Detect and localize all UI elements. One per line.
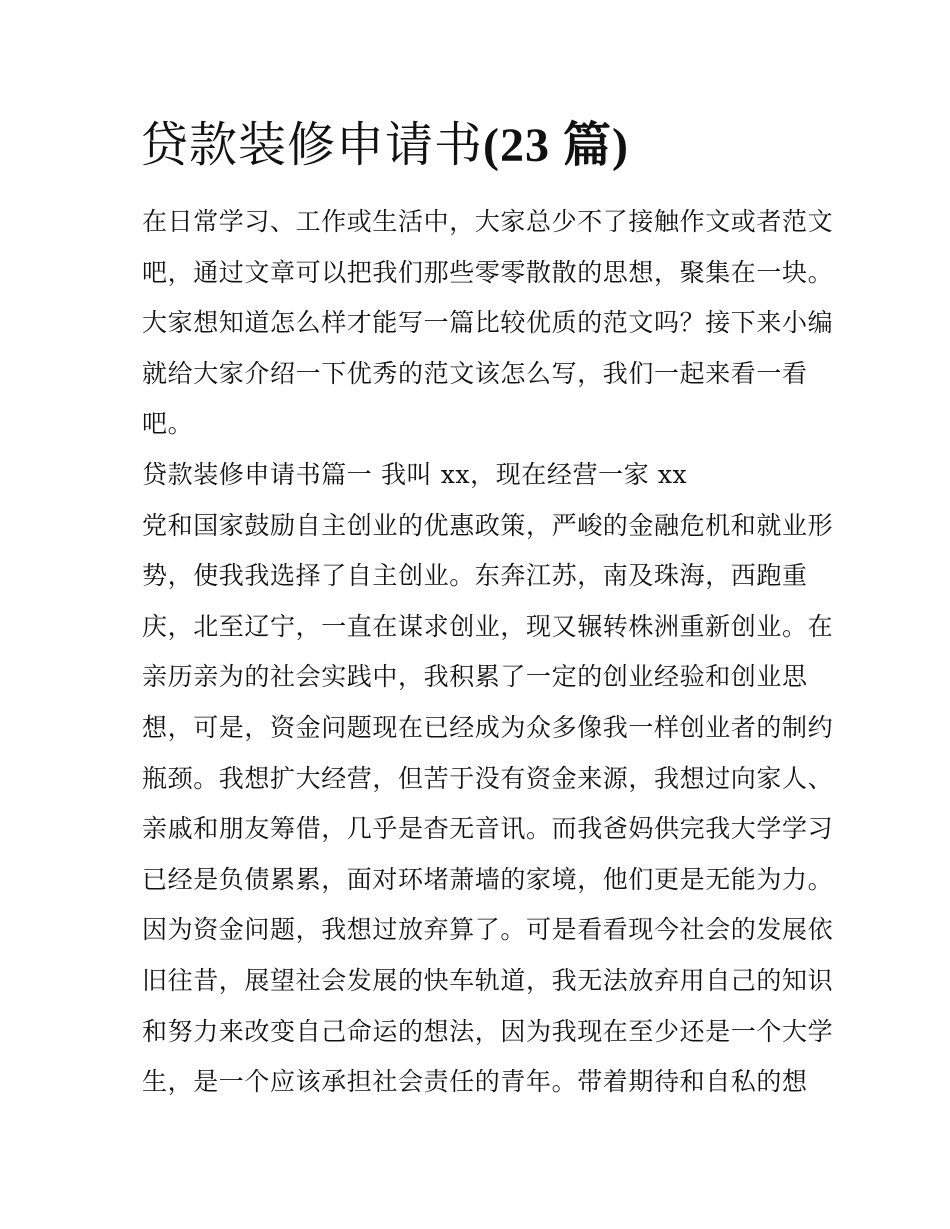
text-line: 已经是负债累累，面对环堵萧墙的家境，他们更是无能为力。 xyxy=(142,864,834,894)
title-main: 贷款装修申请书 xyxy=(140,117,484,173)
text-line: 和努力来改变自己命运的想法，因为我现在至少还是一个大学 xyxy=(142,1016,834,1046)
text-line: 生，是一个应该承担社会责任的青年。带着期待和自私的想 xyxy=(142,1067,808,1097)
text-line: 大家想知道怎么样才能写一篇比较优质的范文吗？接下来小编 xyxy=(142,308,834,338)
text-line: 就给大家介绍一下优秀的范文该怎么写，我们一起来看一看 xyxy=(142,358,808,388)
text-line: 党和国家鼓励自主创业的优惠政策，严峻的金融危机和就业形 xyxy=(142,510,834,540)
text-line: 因为资金问题，我想过放弃算了。可是看看现今社会的发展依 xyxy=(142,915,834,945)
text-line: 庆，北至辽宁，一直在谋求创业，现又辗转株洲重新创业。在 xyxy=(142,611,834,641)
title-count: (23 篇) xyxy=(483,119,629,172)
text-line: 吧，通过文章可以把我们那些零零散散的思想，聚集在一块。 xyxy=(142,257,834,287)
text-line: 吧。 xyxy=(142,409,194,439)
text-line: 在日常学习、工作或生活中，大家总少不了接触作文或者范文 xyxy=(142,207,834,236)
text-line: 亲历亲为的社会实践中，我积累了一定的创业经验和创业思 xyxy=(142,662,808,692)
section-heading-line: 贷款装修申请书篇一 我叫 xx，现在经营一家 xx xyxy=(142,459,688,489)
text-line: 旧往昔，展望社会发展的快车轨道，我无法放弃用自己的知识 xyxy=(142,965,834,995)
text-line: 亲戚和朋友筹借，几乎是杳无音讯。而我爸妈供完我大学学习 xyxy=(142,814,834,844)
text-line: 想，可是，资金问题现在已经成为众多像我一样创业者的制约 xyxy=(142,712,834,742)
text-line: 势，使我我选择了自主创业。东奔江苏，南及珠海，西跑重 xyxy=(142,561,808,591)
text-line: 瓶颈。我想扩大经营，但苦于没有资金来源，我想过向家人、 xyxy=(142,763,834,793)
document-body xyxy=(142,197,842,1108)
document-title xyxy=(140,112,629,179)
